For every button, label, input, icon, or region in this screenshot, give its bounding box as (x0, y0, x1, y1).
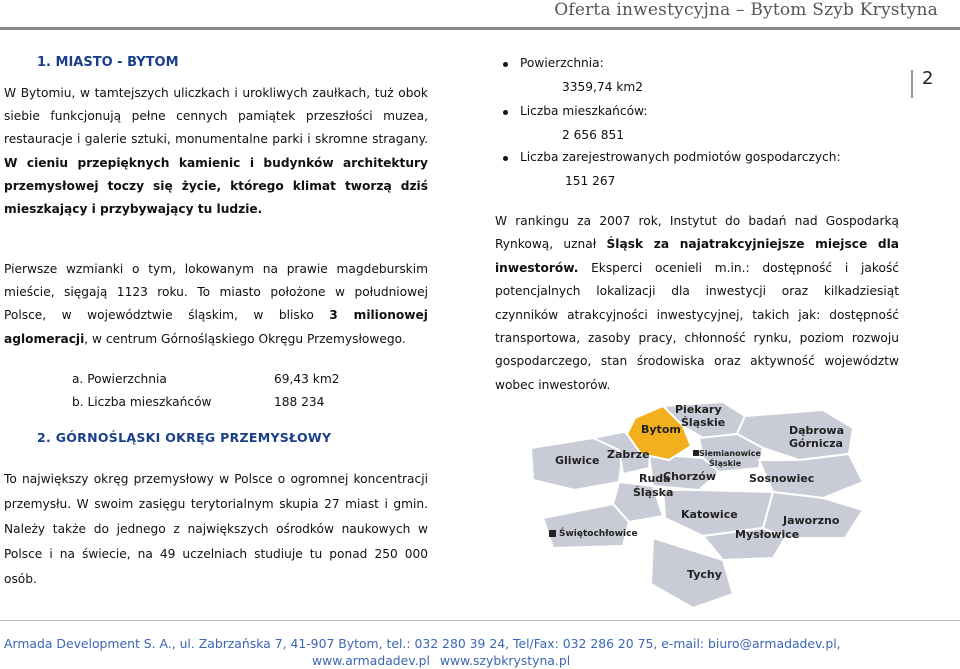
bytom-stats-list (72, 368, 339, 414)
section1-heading: 1. MIASTO - BYTOM (37, 55, 179, 70)
map-label-gliwice: Gliwice (555, 454, 600, 467)
bullet-label: Powierzchnia: (520, 56, 604, 70)
map-label-myslowice: Mysłowice (735, 528, 800, 541)
bullet-dot (503, 156, 508, 161)
bullet-value: 3359,74 km2 (562, 80, 643, 94)
list-item (72, 391, 339, 414)
map-label-katowice: Katowice (681, 508, 738, 521)
map-label-jaworzno: Jaworzno (783, 514, 840, 527)
page-number-divider (911, 70, 913, 98)
gop-region-map (523, 398, 960, 614)
header-divider (0, 27, 960, 30)
map-label-slaskie: Śląskie (681, 416, 726, 429)
map-label-piekary: Piekary (675, 403, 722, 416)
footer-websites: www.armadadev.pl www.szybkrystyna.pl (312, 653, 571, 668)
map-label-chorzow: Chorzów (663, 470, 717, 483)
footer-address: Armada Development S. A., ul. Zabrzańska 7, 41-907 Bytom, tel.: 032 280 39 24, Tel/Fax: 032 286 20 75, e-mail: biuro@armadadev.pl, (4, 636, 841, 651)
list-item-value: 188 234 (274, 395, 325, 409)
section1-paragraph1 (4, 82, 428, 221)
bullet-label: Liczba zarejestrowanych podmiotów gospodarczych: (520, 150, 841, 164)
map-region-swietochlowice (543, 504, 629, 548)
bullet-dot (503, 62, 508, 67)
map-marker-swietochlowice (549, 530, 556, 537)
ranking-text-b: Eksperci ocenieli m.in.: dostępność i jakość potencjalnych lokalizacji dla inwestycji oraz kilkadziesiąt czynników atrakcyjności inwestycyjnej, takich jak: dostępność transportowa, zasoby pracy, chłonność rynku, poziom rozwoju gospodarczego, stan środowiska oraz aktywność województw wobec inwestorów. (495, 260, 899, 392)
bullet-value: 151 267 (565, 174, 616, 188)
section2-paragraph (4, 467, 428, 592)
bullet-dot (503, 110, 508, 115)
map-label-gornicza: Górnicza (789, 437, 843, 450)
map-label-bytom: Bytom (641, 423, 681, 436)
ranking-bold-text: Śląsk za najatrakcyjniejsze miejsce dla inwestorów. (495, 237, 900, 275)
map-label-sosnowiec: Sosnowiec (749, 472, 815, 485)
section1-paragraph2 (4, 258, 428, 351)
bullet-item-area (520, 56, 604, 70)
para1-text: W Bytomiu, w tamtejszych uliczkach i urokliwych zaułkach, tuż obok siebie funkcjonują pełne cennych pamiątek przeszłości muzea, restauracje i galerie sztuki, monumentalne parki i skromne stragany. (4, 86, 428, 147)
bullet-label: Liczba mieszkańców: (520, 104, 648, 118)
para1-bold-text: W cieniu przepięknych kamienic i budynków architektury przemysłowej toczy się życie, którego klimat tworzą dziś mieszkający i przybywający tu ludzie. (4, 155, 428, 217)
map-label-zabrze: Zabrze (607, 448, 650, 461)
page-number: 2 (922, 68, 934, 89)
footer-divider (0, 620, 960, 621)
bullet-value: 2 656 851 (562, 128, 625, 142)
map-label-swietochlowice: Świętochłowice (559, 529, 638, 539)
list-item (72, 368, 339, 391)
section2-text: To największy okręg przemysłowy w Polsce o ogromnej koncentracji przemysłu. W swoim zasięgu terytorialnym skupia 27 miast i gmin. Należy także do jednego z największych ośrodków naukowych w Polsce i na świecie, na 49 uczelniach studiuje tu ponad 250 000 osób. (4, 472, 428, 586)
section2-heading: 2. GÓRNOŚLĄSKI OKRĘG PRZEMYSŁOWY (37, 430, 332, 445)
bullet-item-population (520, 104, 647, 118)
para2-text-b: , w centrum Górnośląskiego Okręgu Przemysłowego. (84, 331, 406, 346)
list-item-label: a. Powierzchnia (72, 372, 167, 386)
bullet-item-businesses (520, 150, 841, 164)
map-label-siemianowice-slaskie: Śląskie (709, 459, 742, 468)
ranking-text-a: W rankingu za 2007 rok, Instytut do badań nad Gospodarką Rynkową, uznał (495, 214, 899, 252)
map-label-tychy: Tychy (687, 568, 722, 581)
para2-text-a: Pierwsze wzmianki o tym, lokowanym na prawie magdeburskim mieście, sięgają 1123 roku. To miasto położone w południowej Polsce, w województwie śląskim, w blisko (4, 262, 428, 323)
map-label-siemianowice: Siemianowice (699, 449, 761, 458)
map-label-dabrowa: Dąbrowa (789, 424, 844, 437)
ranking-paragraph (495, 210, 899, 397)
para2-bold-text: 3 milionowej aglomeracji (4, 308, 428, 346)
list-item-label: b. Liczba mieszkańców (72, 395, 212, 409)
map-marker-siemianowice (693, 450, 699, 456)
document-header-title: Oferta inwestycyjna – Bytom Szyb Krystyna (554, 0, 938, 20)
list-item-value: 69,43 km2 (274, 372, 340, 386)
map-label-ruda: Ruda (639, 472, 671, 485)
map-label-ruda-slaska: Śląska (633, 486, 674, 499)
